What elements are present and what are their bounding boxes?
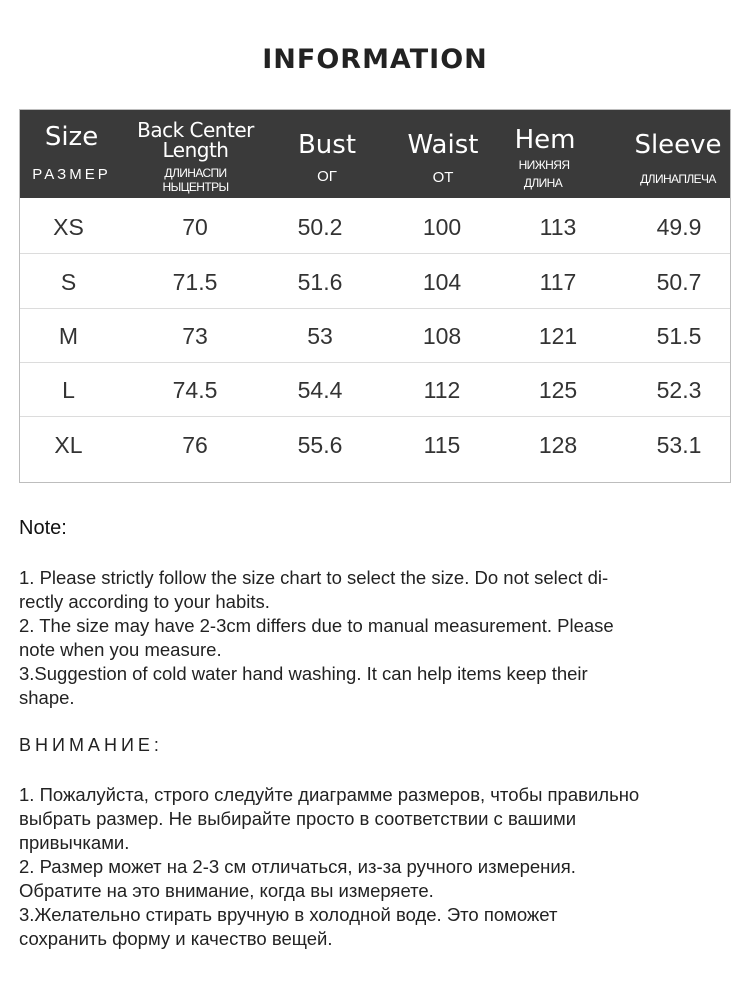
cell-hem: 125 xyxy=(538,377,578,403)
cell-waist: 112 xyxy=(423,377,461,403)
note-line: 2. The size may have 2-3cm differs due to manual measurement. Please xyxy=(19,615,614,636)
note-paragraph xyxy=(19,566,731,710)
cell-back-center-length: 71.5 xyxy=(172,269,218,295)
header-size xyxy=(20,110,123,198)
note-line: shape. xyxy=(19,687,75,708)
cell-waist: 100 xyxy=(422,214,462,240)
cell-sleeve: 51.5 xyxy=(656,323,702,349)
header-waist-label: Waist xyxy=(407,130,479,160)
header-sleeve-label: Sleeve xyxy=(634,130,722,160)
note-line: note when you measure. xyxy=(19,639,222,660)
russian-note-line: 3.Желательно стирать вручную в холодной воде. Это поможет xyxy=(19,904,558,925)
cell-sleeve: 52.3 xyxy=(656,377,702,403)
header-back-center-label-2: Length xyxy=(162,138,229,162)
header-back-center-sublabel-1: ДЛИНАСПИ xyxy=(164,166,227,180)
row-divider xyxy=(20,253,730,254)
header-sleeve-sublabel: ДЛИНАПЛЕЧА xyxy=(640,172,716,186)
russian-note-heading: ВНИМАНИЕ: xyxy=(19,735,163,755)
header-size-label: Size xyxy=(44,122,99,152)
page-title: INFORMATION xyxy=(262,44,488,75)
russian-note-line: выбрать размер. Не выбирайте просто в соответствии с вашими xyxy=(19,808,577,829)
cell-bust: 53 xyxy=(307,323,333,349)
cell-sleeve: 49.9 xyxy=(656,214,702,240)
cell-sleeve: 50.7 xyxy=(656,269,702,295)
size-chart-table xyxy=(19,109,731,483)
row-divider xyxy=(20,416,730,417)
cell-back-center-length: 70 xyxy=(182,214,208,240)
note-line: 3.Suggestion of cold water hand washing. It can help items keep their xyxy=(19,663,588,684)
cell-waist: 115 xyxy=(423,432,461,458)
header-bust-sublabel: ОГ xyxy=(317,168,337,185)
cell-waist: 104 xyxy=(422,269,462,295)
russian-note-line: сохранить форму и качество вещей. xyxy=(19,928,333,949)
table-header xyxy=(20,110,730,198)
cell-size: L xyxy=(62,377,75,403)
header-waist-sublabel: ОТ xyxy=(432,169,454,186)
table-row xyxy=(20,255,730,309)
russian-note-line: 1. Пожалуйста, строго следуйте диаграмме размеров, чтобы правильно xyxy=(19,784,640,805)
header-back-center-sublabel-2: НЫЦЕНТРЫ xyxy=(162,180,229,194)
cell-hem: 128 xyxy=(538,432,578,458)
note-line: 1. Please strictly follow the size chart to select the size. Do not select di- xyxy=(19,567,609,588)
table-row xyxy=(20,200,730,254)
cell-back-center-length: 73 xyxy=(182,323,208,349)
russian-note-line: 2. Размер может на 2-3 см отличаться, из-за ручного измерения. xyxy=(19,856,576,877)
header-back-center-length xyxy=(123,110,268,198)
cell-waist: 108 xyxy=(422,323,462,349)
table-row xyxy=(20,309,730,363)
cell-size: S xyxy=(60,269,77,295)
cell-hem: 113 xyxy=(539,214,577,240)
header-hem xyxy=(500,110,626,198)
cell-back-center-length: 74.5 xyxy=(172,377,218,403)
header-back-center-label-1: Back Center xyxy=(137,118,254,142)
cell-bust: 54.4 xyxy=(297,377,343,403)
cell-size: XL xyxy=(54,432,83,458)
header-sleeve xyxy=(626,110,730,198)
note-line: rectly according to your habits. xyxy=(19,591,270,612)
header-hem-sublabel-2: ДЛИНА xyxy=(523,176,563,190)
russian-note-line: Обратите на это внимание, когда вы измеряете. xyxy=(19,880,434,901)
russian-note-paragraph xyxy=(19,783,731,951)
note-heading: Note: xyxy=(19,517,67,539)
cell-size: XS xyxy=(53,214,84,240)
header-bust-label: Bust xyxy=(297,130,357,160)
table-row xyxy=(20,363,730,417)
cell-sleeve: 53.1 xyxy=(656,432,702,458)
cell-bust: 55.6 xyxy=(297,432,343,458)
header-bust xyxy=(268,110,386,198)
header-hem-label: Hem xyxy=(514,125,576,155)
header-size-sublabel: РАЗМЕР xyxy=(32,166,111,183)
cell-bust: 50.2 xyxy=(297,214,343,240)
cell-hem: 121 xyxy=(538,323,578,349)
table-row xyxy=(20,418,730,472)
header-hem-sublabel-1: НИЖНЯЯ xyxy=(518,158,570,172)
cell-back-center-length: 76 xyxy=(182,432,208,458)
cell-size: M xyxy=(58,323,79,349)
cell-bust: 51.6 xyxy=(297,269,343,295)
russian-note-line: привычками. xyxy=(19,832,130,853)
cell-hem: 117 xyxy=(539,269,577,295)
